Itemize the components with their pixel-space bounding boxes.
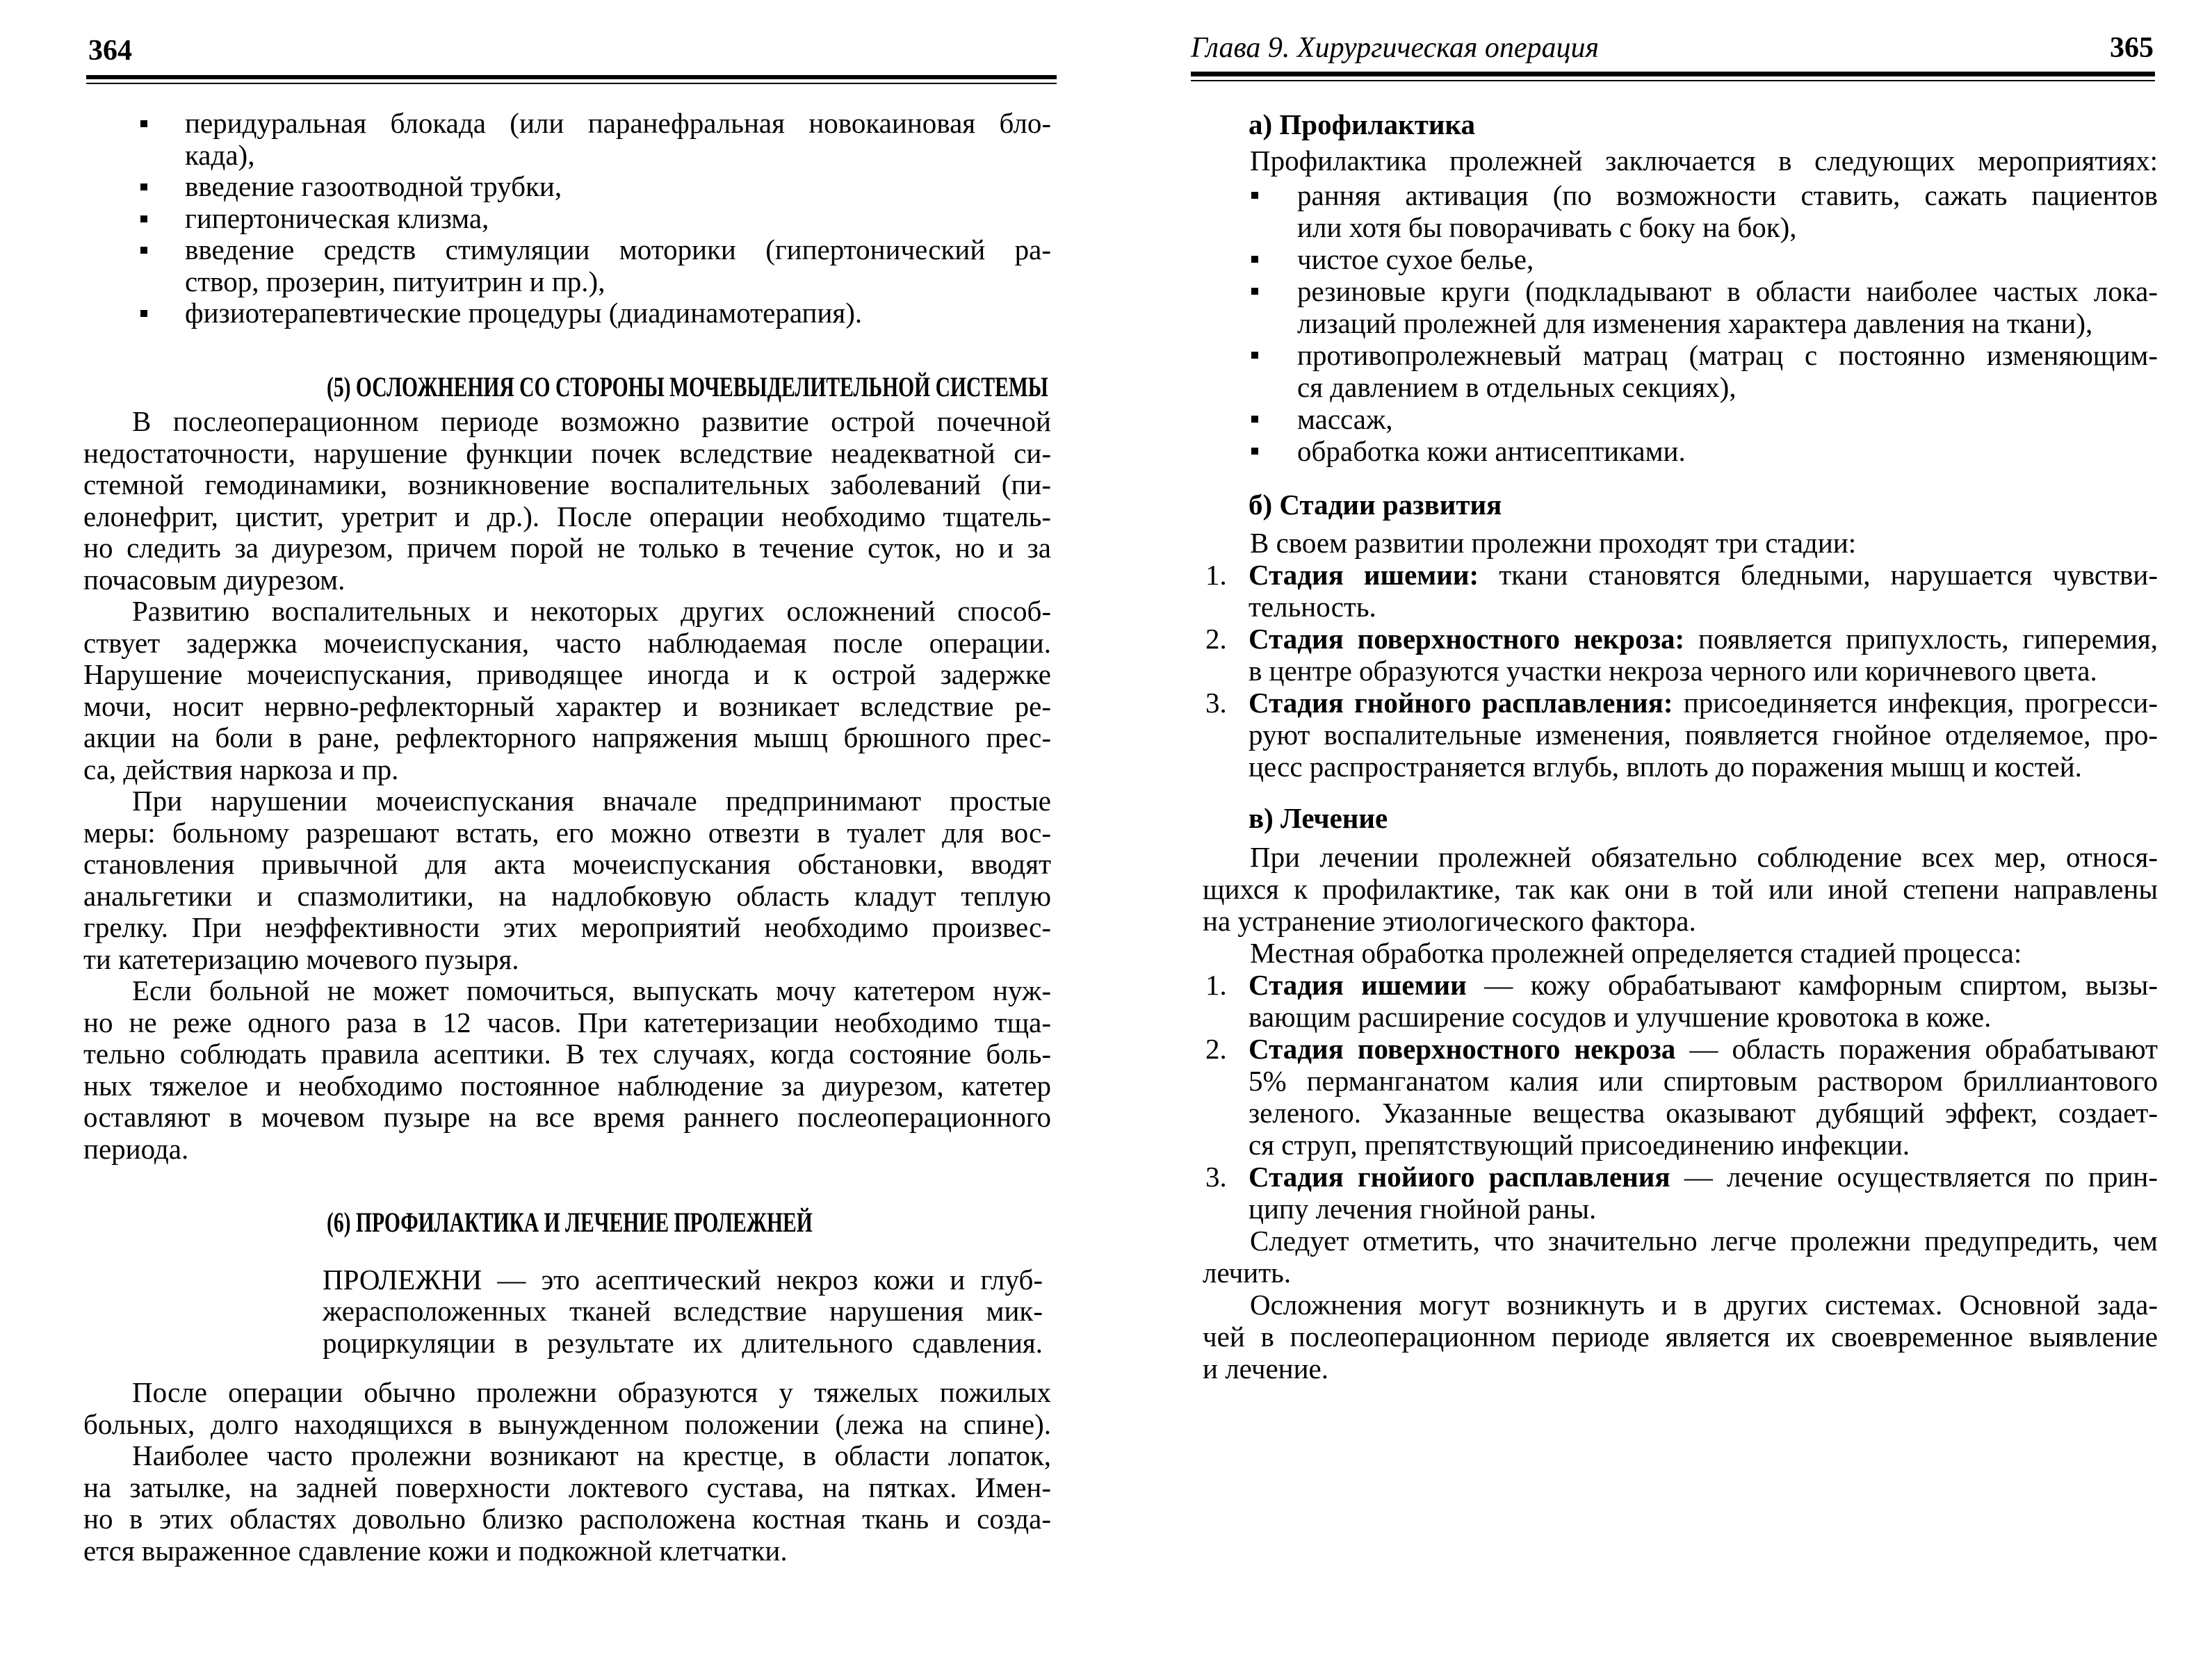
bullet-item xyxy=(1203,243,2158,275)
numbered-item xyxy=(1203,969,2158,1033)
paragraph-block xyxy=(1203,937,2158,969)
text-line: или хотя бы поворачивать с боку на бок), xyxy=(1297,211,1797,243)
text-line: цесс распространяется вглубь, вплоть до поражения мышц и костей. xyxy=(1249,751,2082,783)
text-line: но следить за диурезом, причем порой не только в течение суток, но и за xyxy=(83,532,1051,564)
text-line: жерасположенных тканей вследствие нарушения мик- xyxy=(323,1295,1043,1327)
item-term: Стадия ишемии xyxy=(1249,969,1467,1001)
text-line: становления привычной для акта мочеиспускания обстановки, вводят xyxy=(83,848,1051,880)
bullet-item xyxy=(1203,435,2158,467)
text-line: на затылке, на задней поверхности локтевого сустава, на пятках. Имен- xyxy=(83,1471,1051,1503)
numbered-item xyxy=(1203,559,2158,623)
item-number: 2. xyxy=(1205,1033,1227,1065)
text-line: Развитию воспалительных и некоторых других осложнений способ- xyxy=(132,595,1051,627)
text-line: чистое сухое белье, xyxy=(1297,243,1534,275)
header-rule-thin xyxy=(1191,80,2155,81)
text-line: када), xyxy=(185,138,255,171)
text-line: ПРОЛЕЖНИ — это асептический некроз кожи и глуб- xyxy=(323,1263,1043,1296)
text-line: но не реже одного раза в 12 часов. При катетеризации необходимо тща- xyxy=(83,1006,1051,1038)
numbered-block xyxy=(1203,559,2158,783)
subheading: а) Профилактика xyxy=(1249,108,1475,140)
paragraph-block xyxy=(1203,527,2158,559)
text-line: Следует отметить, что значительно легче пролежни предупредить, чем xyxy=(1250,1225,2158,1257)
text-line: щихся к профилактике, так как они в той или иной степени направлены xyxy=(1203,873,2158,905)
text-line: вающим расширение сосудов и улучшение кровотока в коже. xyxy=(1249,1001,1992,1033)
paragraph-block xyxy=(1203,145,2158,177)
text-line: Местная обработка пролежней определяется стадией процесса: xyxy=(1250,937,2022,969)
text-line: ти катетеризацию мочевого пузыря. xyxy=(83,942,519,975)
text-line: При лечении пролежней обязательно соблюдение всех мер, относя- xyxy=(1250,841,2158,873)
text-line: лечить. xyxy=(1203,1257,1292,1289)
text-line: роциркуляции в результате их длительного сдавления. xyxy=(323,1326,1043,1359)
subheading-block xyxy=(1203,108,2158,140)
section-heading: (6) ПРОФИЛАКТИКА И ЛЕЧЕНИЕ ПРОЛЕЖНЕЙ xyxy=(327,1207,813,1238)
text-line: 5% перманганатом калия или спиртовым раствором бриллиантового xyxy=(1249,1065,2158,1097)
text-line: лизаций пролежней для изменения характера давления на ткани), xyxy=(1297,307,2093,339)
text-line xyxy=(1249,559,2158,591)
text-line: обработка кожи антисептиками. xyxy=(1297,435,1686,467)
item-text: — лечение осуществляется по прин- xyxy=(1670,1161,2158,1193)
text-line: физиотерапевтические процедуры (диадинамотерапия). xyxy=(185,297,863,329)
text-line: После операции обычно пролежни образуются у тяжелых пожилых xyxy=(132,1376,1051,1408)
text-line: массаж, xyxy=(1297,403,1393,435)
text-line xyxy=(1249,687,2158,719)
text-line: но в этих областях довольно близко расположена костная ткань и созда- xyxy=(83,1503,1051,1535)
bullet-item xyxy=(1203,179,2158,243)
text-line: елонефрит, цистит, уретрит и др.). После операции необходимо тщатель- xyxy=(83,500,1051,532)
paragraph-block xyxy=(1203,841,2158,937)
subheading: б) Стадии развития xyxy=(1249,489,1502,521)
text-line: При нарушении мочеиспускания вначале предпринимают простые xyxy=(132,785,1051,817)
item-number: 1. xyxy=(1205,969,1227,1001)
subheading-block xyxy=(1203,489,2158,521)
item-number: 2. xyxy=(1205,623,1227,655)
text-line: введение средств стимуляции моторики (гипертонический ра- xyxy=(185,234,1051,266)
text-line: резиновые круги (подкладывают в области наиболее частых лока- xyxy=(1297,275,2158,307)
text-line: В послеоперационном периоде возможно развитие острой почечной xyxy=(132,405,1051,437)
text-line: периода. xyxy=(83,1132,189,1165)
text-line: мочи, носит нервно-рефлекторный характер и возникает вследствие ре- xyxy=(83,689,1051,722)
text-line: Нарушение мочеиспускания, приводящее иногда и к острой задержке xyxy=(83,658,1051,690)
text-line: ется выраженное сдавление кожи и подкожной клетчатки. xyxy=(83,1534,788,1567)
item-text: присоединяется инфекция, прогресси- xyxy=(1673,687,2158,719)
text-line: Наиболее часто пролежни возникают на крестце, в области лопаток, xyxy=(132,1439,1051,1471)
text-line: перидуральная блокада (или паранефральная новокаиновая бло- xyxy=(185,107,1051,139)
bullet-square-icon xyxy=(1251,448,1258,455)
text-line: створ, прозерин, питуитрин и пр.), xyxy=(185,265,605,297)
bullet-square-icon xyxy=(1251,288,1258,295)
item-text: появляется припухлость, гиперемия, xyxy=(1684,623,2158,655)
text-line: гипертоническая клизма, xyxy=(185,202,489,234)
item-term: Стадия поверхностного некроза: xyxy=(1249,623,1685,655)
text-line: руют воспалительные изменения, появляется гнойное отделяемое, про- xyxy=(1249,719,2158,751)
bullet-square-icon xyxy=(1251,256,1258,263)
item-text: — область поражения обрабатывают xyxy=(1675,1033,2158,1065)
text-line xyxy=(1249,969,2158,1001)
item-text: — кожу обрабатывают камфорным спиртом, вызы- xyxy=(1466,969,2158,1001)
text-line: на устранение этиологического фактора. xyxy=(1203,905,1696,937)
text-line: ствует задержка мочеиспускания, часто наблюдаемая после операции. xyxy=(83,626,1051,659)
text-line: введение газоотводной трубки, xyxy=(185,170,562,202)
text-line: В своем развитии пролежни проходят три стадии: xyxy=(1250,527,1857,559)
text-line: анальгетики и спазмолитики, на надлобковую область кладут теплую xyxy=(83,879,1051,912)
text-line: меры: больному разрешают встать, его можно отвезти в туалет для вос- xyxy=(83,816,1051,849)
right-page-body xyxy=(1203,108,2158,1385)
text-line: ранняя активация (по возможности ставить, сажать пациентов xyxy=(1297,179,2158,211)
text-line xyxy=(1249,1161,2158,1193)
running-title: Глава 9. Хирургическая операция xyxy=(1191,32,1600,64)
bullet-item xyxy=(1203,339,2158,403)
page-number: 364 xyxy=(88,35,132,67)
text-line: ципу лечения гнойной раны. xyxy=(1249,1193,1597,1225)
bullet-square-icon xyxy=(1251,416,1258,423)
paragraph-block xyxy=(1203,1289,2158,1385)
text-line: чей в послеоперационном периоде является их своевременное выявление xyxy=(1203,1321,2158,1353)
text-line: стемной гемодинамики, возникновение воспалительных заболеваний (пи- xyxy=(83,468,1051,500)
text-line: недостаточности, нарушение функции почек вследствие неадекватной си- xyxy=(83,436,1051,469)
item-term: Стадия гнойиого расплавления xyxy=(1249,1161,1670,1193)
text-line: противопролежневый матрац (матрац с постоянно изменяющим- xyxy=(1297,339,2158,371)
item-number: 1. xyxy=(1205,559,1227,591)
item-term: Стадия поверхностного некроза xyxy=(1249,1033,1676,1065)
numbered-item xyxy=(1203,1161,2158,1225)
text-line xyxy=(1249,1033,2158,1065)
section-heading: (5) ОСЛОЖНЕНИЯ СО СТОРОНЫ МОЧЕВЫДЕЛИТЕЛЬНОЙ СИСТЕМЫ xyxy=(327,370,1048,402)
bullet-square-icon xyxy=(1251,352,1258,359)
item-text: ткани становятся бледными, нарушается чувстви- xyxy=(1479,559,2158,591)
text-line: са, действия наркоза и пр. xyxy=(83,753,399,785)
text-line: акции на боли в ране, рефлекторного напряжения мышц брюшного прес- xyxy=(83,721,1051,753)
text-line: в центре образуются участки некроза черного или коричневого цвета. xyxy=(1249,655,2097,687)
item-term: Стадия ишемии: xyxy=(1249,559,1479,591)
text-line: почасовым диурезом. xyxy=(83,563,345,596)
bullets-block xyxy=(1203,179,2158,467)
numbered-block xyxy=(1203,969,2158,1225)
header-rule-thick xyxy=(1191,72,2155,76)
subheading-block xyxy=(1203,802,2158,834)
text-line: Осложнения могут возникнуть и в других системах. Основной зада- xyxy=(1250,1289,2158,1321)
subheading: в) Лечение xyxy=(1249,802,1388,834)
item-term: Стадия гнойного расплавления: xyxy=(1249,687,1673,719)
numbered-item xyxy=(1203,623,2158,687)
text-line: ся струп, препятствующий присоединению инфекции. xyxy=(1249,1129,1910,1161)
bullet-item xyxy=(1203,275,2158,339)
text-line: зеленого. Указанные вещества оказывают дубящий эффект, создает- xyxy=(1249,1097,2158,1129)
numbered-item xyxy=(1203,687,2158,783)
bullet-item xyxy=(1203,403,2158,435)
item-number: 3. xyxy=(1205,1161,1227,1193)
text-line xyxy=(1249,623,2158,655)
text-line: Если больной не может помочиться, выпускать мочу катетером нуж- xyxy=(132,974,1051,1006)
text-line: больных, долго находящихся в вынужденном положении (лежа на спине). xyxy=(83,1407,1051,1440)
text-line: ся давлением в отдельных секциях), xyxy=(1297,371,1737,403)
page-number: 365 xyxy=(2110,32,2154,64)
text-line: тельность. xyxy=(1249,591,1376,623)
numbered-item xyxy=(1203,1033,2158,1161)
text-line: ных тяжелое и необходимо постоянное наблюдение за диурезом, катетер xyxy=(83,1069,1051,1102)
text-line: Профилактика пролежней заключается в следующих мероприятиях: xyxy=(1250,145,2158,177)
paragraph-block xyxy=(1203,1225,2158,1289)
text-line: и лечение. xyxy=(1203,1353,1328,1385)
bullet-square-icon xyxy=(1251,192,1258,199)
text-line: оставляют в мочевом пузыре на все время раннего послеоперационного xyxy=(83,1101,1051,1133)
text-line: грелку. При неэффективности этих мероприятий необходимо произвес- xyxy=(83,911,1051,943)
item-number: 3. xyxy=(1205,687,1227,719)
text-line: тельно соблюдать правила асептики. В тех случаях, когда состояние боль- xyxy=(83,1038,1051,1070)
